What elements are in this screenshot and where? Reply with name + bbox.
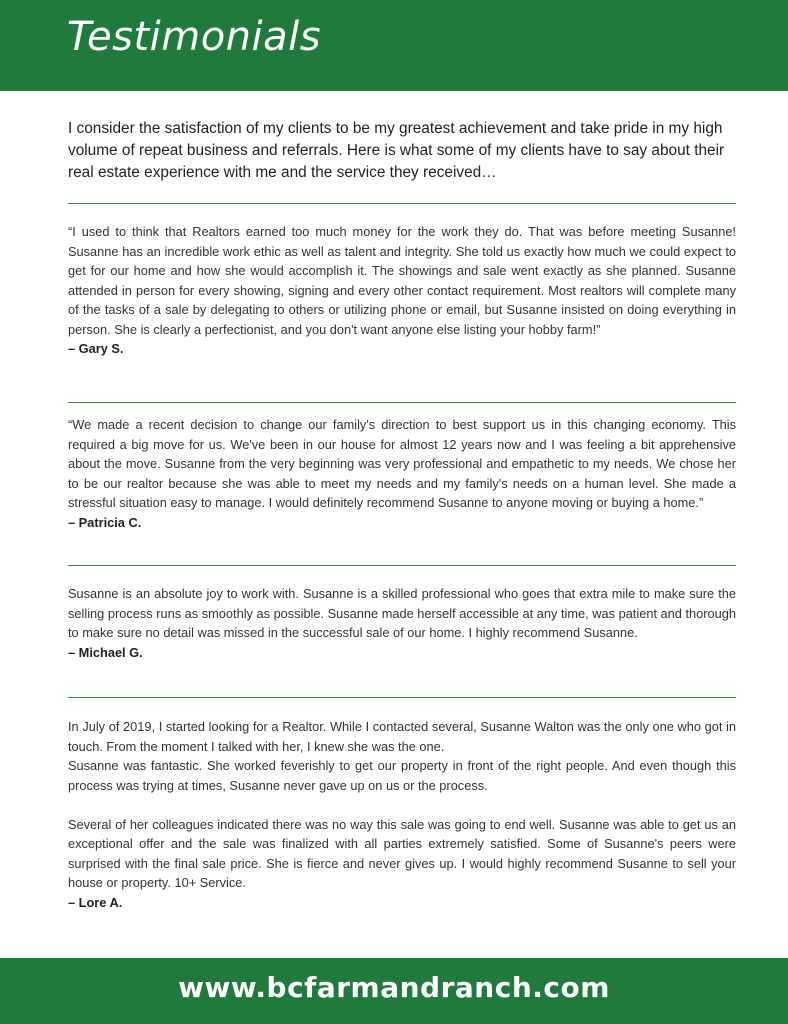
- testimonial-text: In July of 2019, I started looking for a Realtor. While I contacted several, Susanne Walton was the only one who got in touch. From the moment I talked with her, I knew she was the one.: [68, 719, 736, 754]
- testimonial-text: “We made a recent decision to change our family's direction to best support us in this changing economy. This required a big move for us. We've been in our house for almost 12 years now and I was feeling a bit apprehensive about the move. Susanne from the very beginning was very professional and empathetic to my needs. We chose her to be our realtor because she was able to meet my needs and my family's needs on a human level. She made a stressful situation easy to manage. I would definitely recommend Susanne to anyone moving or buying a home.”: [68, 417, 736, 510]
- testimonial-text: Susanne was fantastic. She worked feverishly to get our property in front of the right people. And even though this process was trying at times, Susanne never gave up on us or the process.: [68, 758, 736, 793]
- header-banner: [0, 0, 788, 91]
- divider: [68, 203, 736, 204]
- divider: [68, 565, 736, 566]
- testimonial-1: [68, 222, 736, 359]
- testimonial-author: – Michael G.: [68, 644, 143, 660]
- testimonial-4: [68, 717, 736, 912]
- page-title: Testimonials: [67, 14, 322, 60]
- intro-text: I consider the satisfaction of my clients to be my greatest achievement and take pride in my high volume of repeat business and referrals. Here is what some of my clients have to say about their real estate experience with me and the service they received…: [68, 120, 725, 181]
- testimonial-author: – Lore A.: [68, 894, 123, 910]
- testimonial-3: [68, 584, 736, 662]
- testimonial-author: – Gary S.: [68, 341, 124, 356]
- testimonial-text: “I used to think that Realtors earned too much money for the work they do. That was before meeting Susanne! Susanne has an incredible work ethic as well as talent and integrity. She told us exactly how much we could expect to get for our home and how she would accomplish it. The showings and sale went exactly as she planned. Susanne attended in person for every showing, signing and every other contact requirement. Most realtors will complete many of the tasks of a sale by delegating to others or utilizing phone or email, but Susanne insisted on doing everything in person. She is clearly a perfectionist, and you don't want anyone else listing your hobby farm!”: [68, 224, 736, 337]
- testimonial-text: Susanne is an absolute joy to work with. Susanne is a skilled professional who goes that extra mile to make sure the selling process runs as smoothly as possible. Susanne made herself accessible at any time, was patient and thorough to make sure no detail was missed in the successful sale of our home. I highly recommend Susanne.: [68, 586, 736, 640]
- divider: [68, 402, 736, 403]
- website-link[interactable]: www.bcfarmandranch.com: [178, 971, 610, 1004]
- footer-banner: [0, 958, 788, 1024]
- testimonial-author: – Patricia C.: [68, 514, 142, 530]
- testimonial-2: [68, 415, 736, 532]
- divider: [68, 697, 736, 698]
- testimonial-text: Several of her colleagues indicated there was no way this sale was going to end well. Susanne was able to get us an exceptional offer and the sale was finalized with all parties extremely satisfied. Some of Susanne's peers were surprised with the final sale price. She is fierce and never gives up. I would highly recommend Susanne to sell your house or property. 10+ Service.: [68, 816, 736, 890]
